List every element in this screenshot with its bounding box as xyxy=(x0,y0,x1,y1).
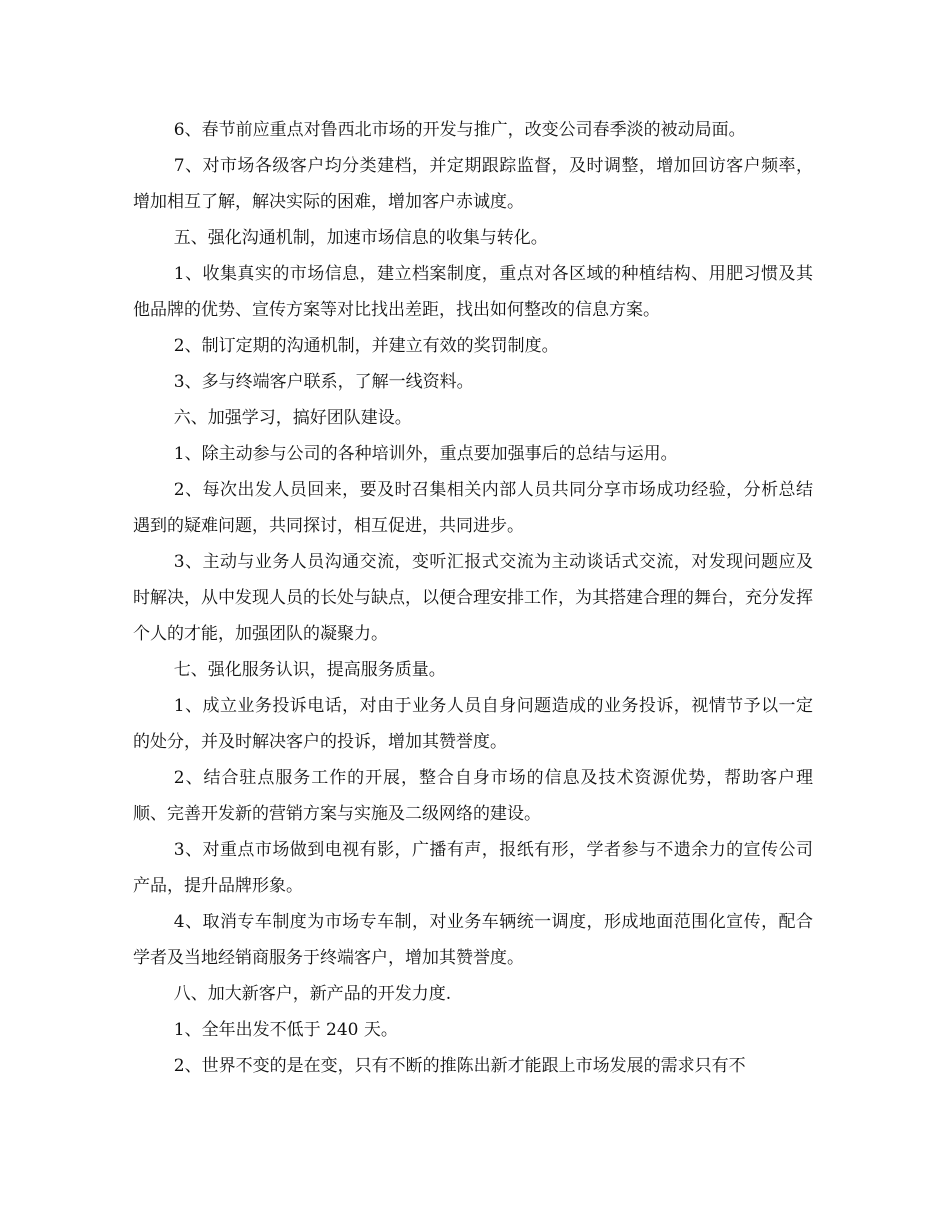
paragraph-item-2: 2、制订定期的沟通机制，并建立有效的奖罚制度。 xyxy=(173,336,559,356)
section-heading-8: 八、加大新客户，新产品的开发力度. xyxy=(173,984,452,1004)
paragraph-item-2: 2、每次出发人员回来，要及时召集相关内部人员共同分享市场成功经验，分析总结遇到的疑难问题，共同探讨，相互促进，共同进步。 xyxy=(133,480,813,536)
paragraph-item-1: 1、成立业务投诉电话，对由于业务人员自身问题造成的业务投诉，视情节予以一定的处分，并及时解决客户的投诉，增加其赞誉度。 xyxy=(133,696,813,752)
document-body xyxy=(133,112,813,1084)
paragraph-item-3: 3、对重点市场做到电视有影，广播有声，报纸有形，学者参与不遗余力的宣传公司产品，提升品牌形象。 xyxy=(133,840,813,896)
paragraph-item-2: 2、结合驻点服务工作的开展，整合自身市场的信息及技术资源优势，帮助客户理顺、完善开发新的营销方案与实施及二级网络的建设。 xyxy=(133,768,813,824)
section-heading-5: 五、强化沟通机制，加速市场信息的收集与转化。 xyxy=(173,228,548,248)
paragraph-item-1: 1、全年出发不低于 240 天。 xyxy=(173,1020,398,1040)
section-heading-7: 七、强化服务认识，提高服务质量。 xyxy=(173,660,446,680)
paragraph-item-2: 2、世界不变的是在变，只有不断的推陈出新才能跟上市场发展的需求只有不 xyxy=(173,1056,746,1076)
paragraph-item-6: 6、春节前应重点对鲁西北市场的开发与推广，改变公司春季淡的被动局面。 xyxy=(173,120,746,140)
paragraph-item-1: 1、除主动参与公司的各种培训外，重点要加强事后的总结与运用。 xyxy=(173,444,678,464)
paragraph-item-3: 3、多与终端客户联系，了解一线资料。 xyxy=(173,372,474,392)
paragraph-item-7: 7、对市场各级客户均分类建档，并定期跟踪监督，及时调整，增加回访客户频率，增加相互了解，解决实际的困难，增加客户赤诚度。 xyxy=(133,156,813,212)
section-heading-6: 六、加强学习，搞好团队建设。 xyxy=(173,408,412,428)
paragraph-item-4: 4、取消专车制度为市场专车制，对业务车辆统一调度，形成地面范围化宣传，配合学者及当地经销商服务于终端客户，增加其赞誉度。 xyxy=(133,912,813,968)
paragraph-item-3: 3、主动与业务人员沟通交流，变听汇报式交流为主动谈话式交流，对发现问题应及时解决，从中发现人员的长处与缺点，以便合理安排工作，为其搭建合理的舞台，充分发挥个人的才能，加强团队的凝聚力。 xyxy=(133,552,813,644)
paragraph-item-1: 1、收集真实的市场信息，建立档案制度，重点对各区域的种植结构、用肥习惯及其他品牌的优势、宣传方案等对比找出差距，找出如何整改的信息方案。 xyxy=(133,264,813,320)
